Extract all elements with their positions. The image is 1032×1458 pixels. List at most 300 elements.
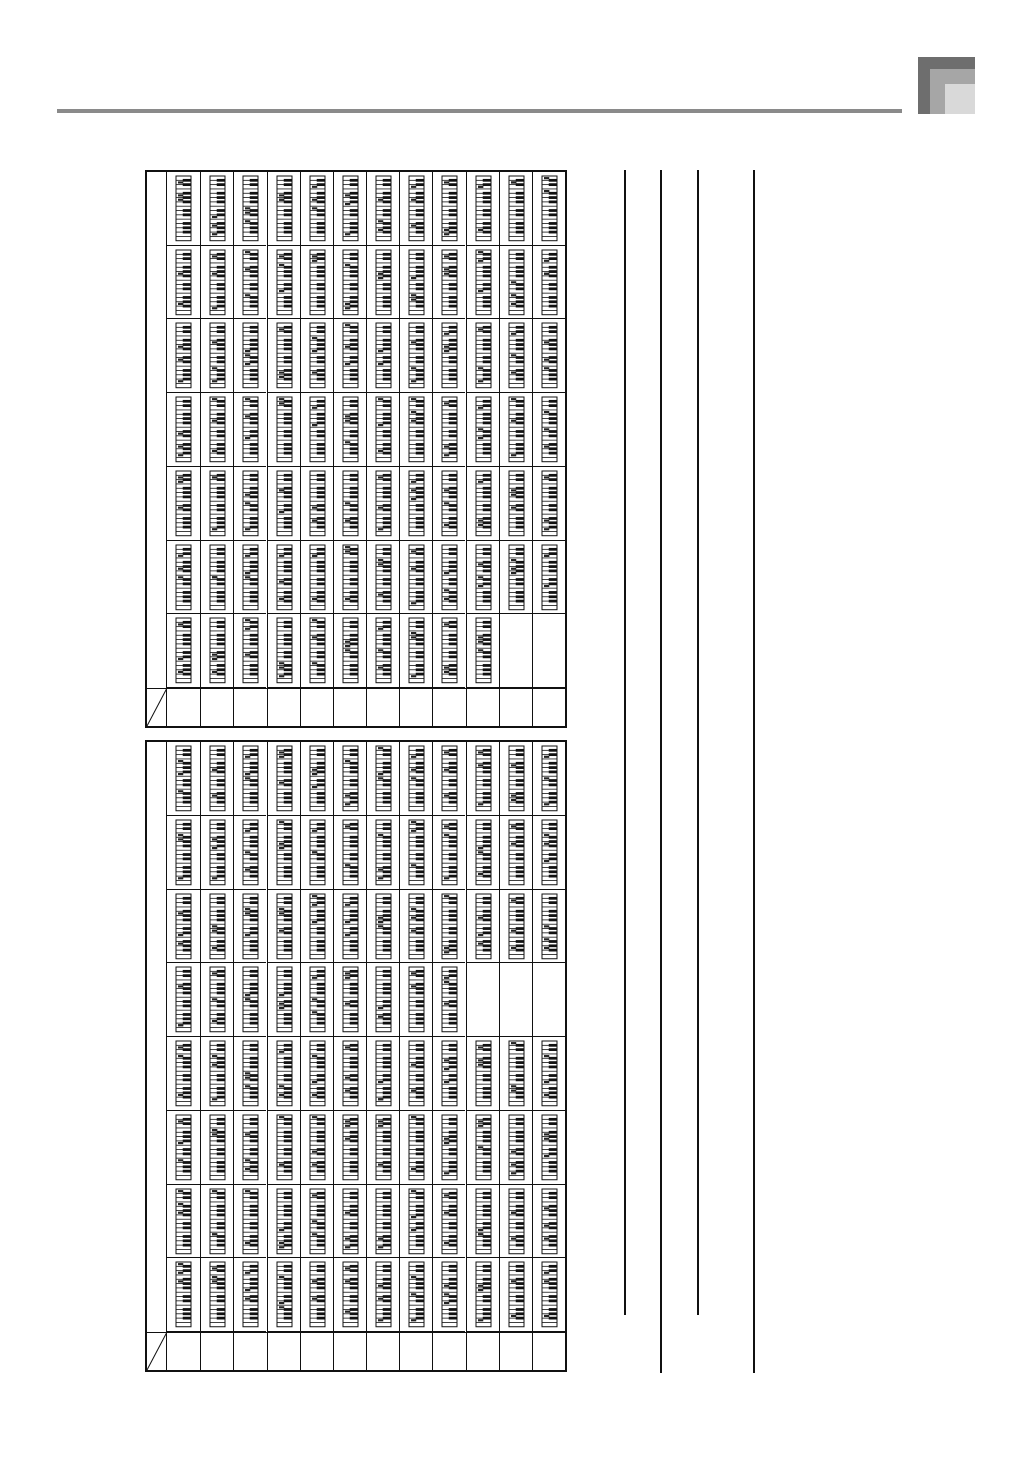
black-key — [416, 448, 424, 451]
black-key — [449, 1317, 457, 1320]
black-key — [383, 599, 391, 602]
black-key — [250, 1074, 258, 1077]
black-key — [383, 870, 391, 873]
black-key — [416, 1131, 424, 1134]
black-key — [482, 918, 490, 921]
pressed-key-marker — [345, 420, 350, 422]
chord-cell — [499, 1185, 532, 1259]
pressed-key-marker — [444, 1068, 449, 1070]
black-key — [250, 179, 258, 182]
black-key — [515, 274, 523, 277]
black-key — [250, 1000, 258, 1003]
pressed-key-marker — [544, 359, 549, 361]
black-key — [449, 231, 457, 234]
black-key — [482, 1239, 490, 1242]
black-key — [350, 192, 358, 195]
black-key — [250, 656, 258, 659]
pressed-key-marker — [444, 454, 449, 456]
black-key — [482, 413, 490, 416]
black-key — [316, 1022, 324, 1025]
black-key — [449, 827, 457, 830]
black-key — [482, 443, 490, 446]
black-key — [217, 348, 225, 351]
pressed-key-marker — [345, 1137, 350, 1139]
black-key — [283, 1057, 291, 1060]
black-key — [416, 283, 424, 286]
pressed-key-marker — [378, 528, 383, 530]
pressed-key-marker — [178, 1120, 183, 1122]
pressed-key-marker — [444, 671, 449, 673]
black-key — [350, 901, 358, 904]
black-key — [383, 1135, 391, 1138]
black-key — [383, 569, 391, 572]
black-key — [549, 578, 557, 581]
black-key — [283, 970, 291, 973]
black-key — [383, 1169, 391, 1172]
black-key — [482, 749, 490, 752]
black-key — [283, 870, 291, 873]
keyboard-diagram — [400, 742, 432, 815]
black-key — [316, 626, 324, 629]
black-key — [383, 669, 391, 672]
pressed-key-marker — [312, 977, 317, 979]
black-key — [383, 374, 391, 377]
black-key — [350, 983, 358, 986]
pressed-key-marker — [245, 999, 250, 1001]
black-key — [549, 257, 557, 260]
chord-cell — [333, 742, 366, 816]
black-key — [416, 1000, 424, 1003]
pressed-key-marker — [312, 1011, 317, 1013]
black-key — [383, 1300, 391, 1303]
black-key — [482, 1074, 490, 1077]
pressed-key-marker — [411, 1168, 416, 1170]
black-key — [217, 669, 225, 672]
keyboard-diagram — [301, 614, 333, 687]
pressed-key-marker — [378, 220, 383, 222]
black-key — [183, 344, 191, 347]
black-key — [515, 1091, 523, 1094]
black-key — [416, 209, 424, 212]
black-key — [449, 1122, 457, 1125]
black-key — [250, 274, 258, 277]
chord-cell — [333, 172, 366, 246]
black-key — [250, 909, 258, 912]
black-key — [383, 796, 391, 799]
black-key — [515, 1074, 523, 1077]
black-key — [549, 348, 557, 351]
chord-cell — [432, 963, 465, 1037]
black-key — [250, 1018, 258, 1021]
black-key — [416, 287, 424, 290]
black-key — [482, 1165, 490, 1168]
pressed-key-marker — [378, 350, 383, 352]
black-key — [482, 874, 490, 877]
black-key — [316, 1295, 324, 1298]
chord-cell — [167, 246, 200, 320]
keyboard-diagram — [433, 172, 465, 245]
black-key — [350, 621, 358, 624]
black-key — [515, 1239, 523, 1242]
black-key — [250, 1308, 258, 1311]
black-key — [250, 1204, 258, 1207]
black-key — [482, 1265, 490, 1268]
black-key — [416, 1165, 424, 1168]
black-key — [350, 569, 358, 572]
black-key — [482, 253, 490, 256]
keyboard-diagram — [234, 614, 266, 687]
pressed-key-marker — [245, 572, 250, 574]
black-key — [449, 369, 457, 372]
black-key — [416, 1235, 424, 1238]
black-key — [183, 231, 191, 234]
pressed-key-marker — [279, 1276, 284, 1278]
pressed-key-marker — [212, 769, 217, 771]
pressed-key-marker — [279, 1007, 284, 1009]
keyboard-diagram — [167, 319, 199, 392]
pressed-key-marker — [312, 1220, 317, 1222]
pressed-key-marker — [378, 1246, 383, 1248]
black-key — [482, 1096, 490, 1099]
black-key — [183, 417, 191, 420]
pressed-key-marker — [411, 498, 416, 500]
pressed-key-marker — [312, 199, 317, 201]
black-key — [416, 357, 424, 360]
black-key — [217, 201, 225, 204]
black-key — [383, 1265, 391, 1268]
black-key — [250, 487, 258, 490]
black-key — [217, 226, 225, 229]
pressed-key-marker — [345, 1090, 350, 1092]
black-key — [416, 1226, 424, 1229]
black-key — [482, 753, 490, 756]
black-key — [217, 749, 225, 752]
black-key — [350, 927, 358, 930]
black-key — [283, 1135, 291, 1138]
pressed-key-marker — [478, 428, 483, 430]
pressed-key-marker — [178, 986, 183, 988]
black-key — [482, 792, 490, 795]
pressed-key-marker — [245, 1133, 250, 1135]
pressed-key-marker — [378, 559, 383, 561]
black-key — [283, 779, 291, 782]
black-key — [283, 1300, 291, 1303]
black-key — [350, 565, 358, 568]
black-key — [449, 257, 457, 260]
black-key — [549, 448, 557, 451]
pressed-key-marker — [478, 933, 483, 935]
black-key — [217, 192, 225, 195]
black-key — [316, 651, 324, 654]
pressed-key-marker — [345, 641, 350, 643]
black-key — [316, 1057, 324, 1060]
black-key — [449, 361, 457, 364]
black-key — [383, 1061, 391, 1064]
chord-cell — [200, 816, 233, 890]
black-key — [250, 231, 258, 234]
black-key — [482, 896, 490, 899]
black-key — [316, 565, 324, 568]
black-key — [449, 183, 457, 186]
black-key — [383, 1317, 391, 1320]
black-key — [217, 1270, 225, 1273]
keyboard-diagram — [301, 319, 333, 392]
black-key — [549, 357, 557, 360]
black-key — [316, 1308, 324, 1311]
black-key — [183, 1148, 191, 1151]
black-key — [449, 270, 457, 273]
black-key — [283, 669, 291, 672]
black-key — [316, 992, 324, 995]
black-key — [283, 196, 291, 199]
chord-cell — [200, 1037, 233, 1111]
pressed-key-marker — [378, 1098, 383, 1100]
black-key — [482, 944, 490, 947]
keyboard-diagram — [500, 890, 532, 963]
black-key — [183, 664, 191, 667]
black-key — [217, 901, 225, 904]
keyboard-diagram — [334, 1037, 366, 1110]
row-header-cell — [399, 1332, 432, 1370]
pressed-key-marker — [312, 1194, 317, 1196]
black-key — [283, 874, 291, 877]
pressed-key-marker — [178, 506, 183, 508]
chord-cell — [466, 319, 499, 393]
keyboard-diagram — [433, 319, 465, 392]
pressed-key-marker — [212, 1281, 217, 1283]
black-key — [250, 422, 258, 425]
keyboard-diagram — [301, 467, 333, 540]
black-key — [449, 1074, 457, 1077]
black-key — [183, 400, 191, 403]
black-key — [416, 326, 424, 329]
chord-cell — [466, 393, 499, 467]
pressed-key-marker — [212, 368, 217, 370]
black-key — [449, 326, 457, 329]
keyboard-diagram — [533, 393, 565, 466]
black-key — [515, 1048, 523, 1051]
black-key — [482, 578, 490, 581]
black-key — [283, 1243, 291, 1246]
black-key — [183, 626, 191, 629]
keyboard-diagram — [234, 319, 266, 392]
black-key — [515, 1213, 523, 1216]
black-key — [350, 1131, 358, 1134]
black-key — [250, 762, 258, 765]
chord-cell — [366, 467, 399, 541]
black-key — [383, 270, 391, 273]
pressed-key-marker — [478, 290, 483, 292]
black-key — [183, 374, 191, 377]
black-key — [250, 1239, 258, 1242]
black-key — [515, 374, 523, 377]
pressed-key-marker — [279, 908, 284, 910]
black-key — [350, 253, 358, 256]
black-key — [217, 896, 225, 899]
black-key — [515, 192, 523, 195]
black-key — [250, 565, 258, 568]
black-key — [217, 983, 225, 986]
pressed-key-marker — [478, 1064, 483, 1066]
black-key — [316, 213, 324, 216]
black-key — [316, 283, 324, 286]
keyboard-diagram — [467, 614, 499, 687]
black-key — [482, 435, 490, 438]
black-key — [183, 578, 191, 581]
black-key — [250, 1317, 258, 1320]
pressed-key-marker — [478, 650, 483, 652]
black-key — [350, 1161, 358, 1164]
black-key — [482, 927, 490, 930]
black-key — [482, 547, 490, 550]
black-key — [449, 1161, 457, 1164]
black-key — [283, 651, 291, 654]
black-key — [449, 283, 457, 286]
black-key — [449, 940, 457, 943]
black-key — [350, 374, 358, 377]
black-key — [383, 287, 391, 290]
black-key — [350, 1074, 358, 1077]
black-key — [482, 643, 490, 646]
pressed-key-marker — [178, 433, 183, 435]
black-key — [549, 300, 557, 303]
chord-cell — [432, 319, 465, 393]
black-key — [217, 766, 225, 769]
pressed-key-marker — [411, 864, 416, 866]
black-key — [250, 1287, 258, 1290]
black-key — [183, 983, 191, 986]
pressed-key-marker — [511, 294, 516, 296]
black-key — [316, 378, 324, 381]
chord-cell — [233, 1037, 266, 1111]
pressed-key-marker — [444, 1003, 449, 1005]
black-key — [416, 1087, 424, 1090]
black-key — [549, 179, 557, 182]
black-key — [350, 1013, 358, 1016]
black-key — [449, 1165, 457, 1168]
black-key — [515, 270, 523, 273]
black-key — [482, 331, 490, 334]
pressed-key-marker — [411, 777, 416, 779]
pressed-key-marker — [478, 251, 483, 253]
black-key — [183, 209, 191, 212]
pressed-key-marker — [511, 1163, 516, 1165]
pressed-key-marker — [178, 1281, 183, 1283]
pressed-key-marker — [312, 903, 317, 905]
pressed-key-marker — [478, 847, 483, 849]
black-key — [250, 792, 258, 795]
pressed-key-marker — [544, 411, 549, 413]
black-key — [183, 487, 191, 490]
pressed-key-marker — [411, 1190, 416, 1192]
black-key — [250, 918, 258, 921]
pressed-key-marker — [478, 1319, 483, 1321]
black-key — [482, 1278, 490, 1281]
pressed-key-marker — [245, 933, 250, 935]
black-key — [416, 643, 424, 646]
chord-cell — [499, 393, 532, 467]
black-key — [383, 1287, 391, 1290]
black-key — [383, 274, 391, 277]
black-key — [250, 801, 258, 804]
black-key — [482, 866, 490, 869]
black-key — [350, 599, 358, 602]
black-key — [350, 866, 358, 869]
black-key — [515, 1222, 523, 1225]
black-key — [250, 1152, 258, 1155]
black-key — [515, 1196, 523, 1199]
pressed-key-marker — [478, 186, 483, 188]
black-key — [515, 201, 523, 204]
black-key — [515, 304, 523, 307]
black-key — [515, 1209, 523, 1212]
pressed-key-marker — [245, 868, 250, 870]
black-key — [350, 595, 358, 598]
pressed-key-marker — [178, 576, 183, 578]
pressed-key-marker — [178, 624, 183, 626]
keyboard-diagram — [201, 172, 233, 245]
black-key — [250, 870, 258, 873]
black-key — [283, 749, 291, 752]
black-key — [449, 1295, 457, 1298]
chord-cell — [432, 246, 465, 320]
black-key — [515, 508, 523, 511]
black-key — [482, 621, 490, 624]
black-key — [283, 378, 291, 381]
pressed-key-marker — [378, 424, 383, 426]
keyboard-diagram — [268, 1258, 300, 1331]
black-key — [250, 664, 258, 667]
black-key — [250, 413, 258, 416]
chord-cell — [333, 614, 366, 688]
keyboard-diagram — [334, 319, 366, 392]
black-key — [183, 1222, 191, 1225]
chord-chart-table-lower — [145, 740, 567, 1372]
black-key — [283, 404, 291, 407]
black-key — [383, 422, 391, 425]
pressed-key-marker — [544, 177, 549, 179]
pressed-key-marker — [245, 576, 250, 578]
black-key — [217, 1087, 225, 1090]
black-key — [482, 521, 490, 524]
black-key — [482, 495, 490, 498]
black-key — [183, 901, 191, 904]
pressed-key-marker — [178, 773, 183, 775]
black-key — [250, 1091, 258, 1094]
black-key — [383, 400, 391, 403]
black-key — [515, 344, 523, 347]
black-key — [449, 870, 457, 873]
black-key — [515, 1066, 523, 1069]
black-key — [183, 1270, 191, 1273]
black-key — [283, 374, 291, 377]
black-key — [416, 565, 424, 568]
black-key — [416, 1139, 424, 1142]
pressed-key-marker — [411, 1228, 416, 1230]
black-key — [316, 504, 324, 507]
black-key — [383, 300, 391, 303]
black-key — [217, 918, 225, 921]
chord-cell — [167, 467, 200, 541]
pressed-key-marker — [378, 868, 383, 870]
black-key — [316, 753, 324, 756]
black-key — [183, 192, 191, 195]
black-key — [316, 779, 324, 782]
chord-cell — [300, 614, 333, 688]
black-key — [449, 226, 457, 229]
black-key — [250, 304, 258, 307]
pressed-key-marker — [245, 554, 250, 556]
